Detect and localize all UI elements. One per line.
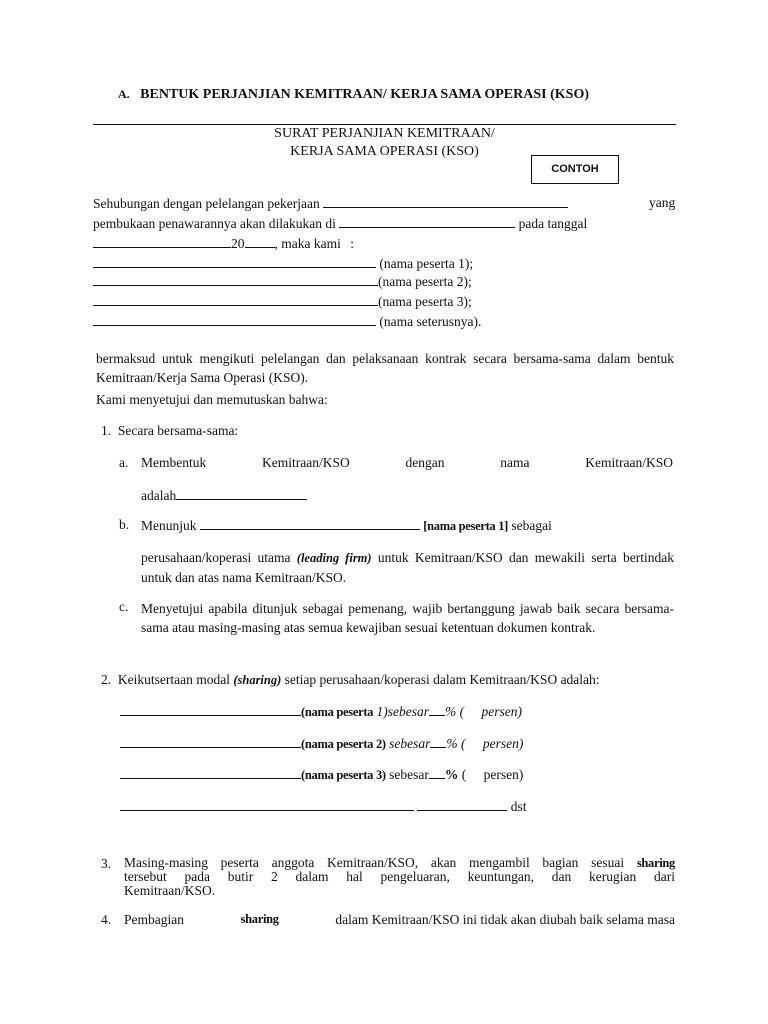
intro-paragraph: bermaksud untuk mengikuti pelelangan dan pelaksanaan kontrak secara bersama-sama dalam bentuk Kemitraan/Kerja Sama Operasi (KSO).	[96, 351, 674, 385]
intro-colon: :	[350, 236, 354, 251]
blank-percent	[430, 735, 446, 748]
intro-year-prefix: 20	[231, 236, 245, 251]
sharing-row-label: (nama peserta 3)	[301, 768, 386, 782]
item-4-sharing: sharing	[240, 912, 279, 926]
item-4-number: 4.	[101, 912, 112, 927]
item-1b-sebagai: sebagai	[511, 518, 552, 533]
item-1c-paragraph: Menyetujui apabila ditunjuk sebagai pemenang, wajib bertanggung jawab baik secara bersama-sama atau masing-masing atas semua kewajiban sesuai ketentuan dokumen kontrak.	[141, 601, 674, 635]
item-1a-word: Kemitraan/KSO	[262, 455, 350, 470]
intro-yang: yang	[649, 195, 676, 210]
sharing-row-label: (nama peserta 2)	[301, 737, 386, 751]
item-1b-paragraph	[141, 548, 674, 587]
item-2	[101, 672, 600, 688]
blank-more-value	[417, 798, 507, 811]
sharing-row	[120, 735, 523, 752]
item-3-paragraph	[124, 856, 675, 898]
item-3-line	[124, 856, 675, 870]
item-1c-marker: c.	[119, 599, 129, 614]
item-2-text: Keikutsertaan modal	[117, 672, 230, 687]
sharing-row-sebesar: 1)sebesar	[376, 704, 430, 719]
item-1a-line	[141, 455, 673, 471]
document-title-line1: SURAT PERJANJIAN KEMITRAAN/	[274, 126, 495, 141]
item-1b-text: untuk Kemitraan/KSO dan mewakili serta bertindak untuk dan atas nama Kemitraan/KSO.	[141, 550, 675, 585]
blank-more-name	[120, 798, 414, 811]
blank-kso-name	[176, 487, 307, 500]
participant-label: (nama peserta 1);	[379, 256, 474, 271]
blank-date	[93, 235, 231, 248]
item-1b-bold-label: [nama peserta 1]	[423, 519, 509, 533]
sharing-row-pct: %	[445, 704, 457, 719]
blank-sharing-name	[120, 735, 301, 748]
intro-text-1: Sehubungan dengan pelelangan pekerjaan	[93, 196, 320, 211]
sharing-row-more	[120, 798, 527, 815]
section-marker: A.	[118, 87, 130, 101]
item-1a-marker: a.	[119, 455, 129, 470]
blank-percent	[429, 766, 445, 779]
participant-line	[93, 293, 472, 310]
section-heading	[118, 87, 589, 103]
item-3-line: Kemitraan/KSO.	[124, 883, 216, 898]
blank-participant	[93, 293, 378, 306]
participant-label: (nama peserta 3);	[378, 294, 472, 309]
item-1b-leading-firm: (leading firm)	[296, 551, 372, 565]
intro-pada-tanggal: pada tanggal	[518, 216, 588, 231]
item-3-line: tersebut pada butir 2 dalam hal pengeluaran, keuntungan, dan kerugian dari	[124, 869, 675, 884]
participant-label: (nama peserta 2);	[378, 274, 472, 289]
sharing-row-paren: (	[459, 704, 465, 719]
intro-line-2	[93, 215, 587, 232]
intro-line-3	[93, 235, 354, 252]
sharing-row-sebesar: sebesar	[389, 736, 431, 751]
blank-sharing-name	[120, 766, 301, 779]
item-3-sharing: sharing	[636, 856, 676, 870]
blank-participant	[93, 255, 376, 268]
item-1a-word: dengan	[405, 455, 445, 470]
sharing-row-persen: persen)	[482, 736, 524, 751]
item-1-number: 1.	[101, 423, 112, 438]
participant-line	[93, 273, 472, 290]
item-1b-text: perusahaan/koperasi utama	[141, 550, 291, 565]
sharing-row-paren: (	[461, 736, 466, 751]
intro-line-1	[93, 195, 568, 212]
item-1b-menunjuk: Menunjuk	[141, 518, 197, 533]
item-3-number: 3.	[101, 856, 112, 871]
document-title-line2: KERJA SAMA OPERASI (KSO)	[290, 144, 479, 159]
blank-year	[245, 235, 275, 248]
sharing-row-pct: %	[444, 767, 459, 782]
item-1a-adalah: adalah	[141, 488, 177, 503]
sharing-row-sebesar: sebesar	[389, 767, 429, 782]
item-2-sharing: (sharing)	[233, 673, 282, 687]
sharing-row-persen: persen)	[481, 704, 523, 719]
blank-sharing-name	[120, 703, 301, 716]
item-1a-word: Kemitraan/KSO	[585, 455, 673, 470]
item-1b-line	[141, 517, 552, 534]
contoh-badge: CONTOH	[531, 155, 619, 184]
sharing-row-paren: (	[461, 767, 467, 782]
intro-maka-kami: , maka kami	[274, 236, 341, 251]
intro-text-2: pembukaan penawarannya akan dilakukan di	[93, 216, 336, 231]
item-2-text: setiap perusahaan/koperasi dalam Kemitraan/KSO adalah:	[284, 672, 600, 687]
blank-lead-firm	[200, 517, 420, 530]
item-1-text: Secara bersama-sama:	[117, 423, 239, 438]
blank-percent	[429, 703, 445, 716]
sharing-row-persen: persen)	[483, 767, 524, 782]
item-1a-word: Membentuk	[141, 455, 207, 470]
item-1	[101, 423, 238, 439]
item-4-line	[124, 912, 675, 928]
section-title: BENTUK PERJANJIAN KEMITRAAN/ KERJA SAMA OPERASI (KSO)	[140, 87, 589, 102]
sharing-row-pct: %	[446, 736, 458, 751]
item-4-text: dalam Kemitraan/KSO ini tidak akan diubah baik selama masa	[335, 912, 675, 927]
item-1a-word: nama	[500, 455, 530, 470]
sharing-row	[120, 703, 522, 720]
sharing-row	[120, 766, 523, 783]
item-3-text: Masing-masing peserta anggota Kemitraan/KSO, akan mengambil bagian sesuai	[124, 855, 625, 870]
agreement-paragraph: Kami menyetujui dan memutuskan bahwa:	[96, 392, 328, 407]
item-4-text: Pembagian	[124, 912, 184, 927]
participant-line	[93, 255, 473, 272]
blank-participant	[93, 273, 378, 286]
participant-line	[93, 313, 481, 330]
sharing-row-label: (nama peserta	[301, 705, 374, 719]
item-1a-line-2	[141, 487, 307, 504]
item-2-number: 2.	[101, 672, 112, 687]
blank-job-name	[323, 195, 568, 208]
participant-label: (nama seterusnya).	[379, 314, 482, 329]
item-1b-marker: b.	[119, 517, 130, 532]
blank-participant	[93, 313, 376, 326]
blank-location	[339, 215, 515, 228]
sharing-dst: dst	[510, 799, 527, 814]
